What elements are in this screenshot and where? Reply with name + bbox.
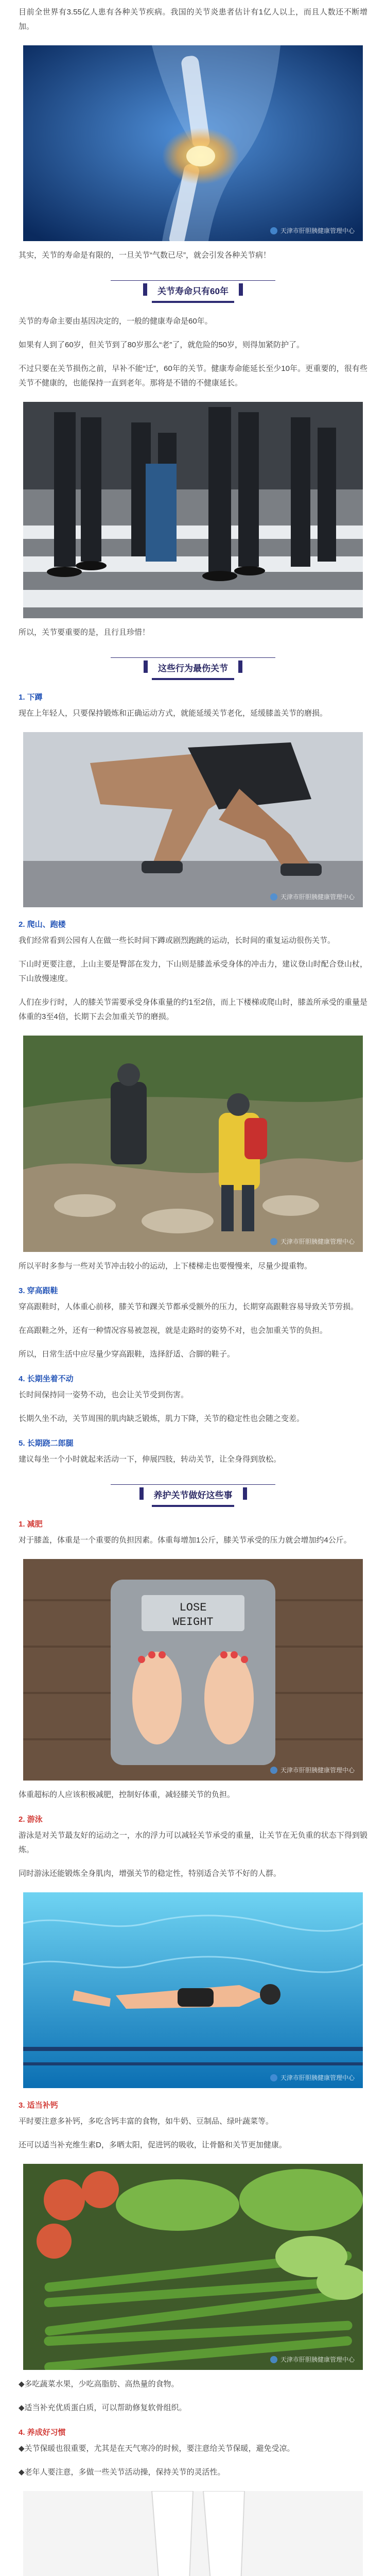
scale-photo	[23, 1559, 363, 1781]
watermark: 天津市肝胆胰健康管理中心	[270, 2355, 355, 2364]
subheading: 3. 穿高跟鞋	[19, 1286, 58, 1295]
subheading: 1. 减肥	[19, 1520, 43, 1529]
vegetables-illustration	[23, 2164, 363, 2370]
paragraph: 所以，关节要重要的是，且行且珍惜！	[19, 628, 150, 637]
logo-icon	[270, 227, 277, 234]
article	[0, 5, 386, 2576]
subheading: 2. 游泳	[19, 1815, 43, 1824]
section-heading	[90, 657, 296, 680]
subheading: 4. 长期坐着不动	[19, 1375, 74, 1383]
subheading: 4. 养成好习惯	[19, 2428, 66, 2437]
paragraph: 同时游泳还能锻炼全身肌肉，增强关节的稳定性，特别适合关节不好的人群。	[19, 1869, 282, 1878]
vegetables-photo	[23, 2164, 363, 2370]
paragraph: 其实，关节的寿命是有限的，一旦关节“气数已尽”，就会引发各种关节病！	[19, 251, 271, 260]
subheading: 5. 长期跷二郎腿	[19, 1439, 74, 1448]
paragraph: 下山时更要注意，上山主要是臀部在发力，下山则是膝盖承受身体的冲击力，建议登山时配合登山杖，下山放慢速度。	[19, 960, 367, 983]
paragraph: 我们经常看到公园有人在做一些长时间下蹲或剧烈跑跳的运动，长时间的重复运动很伤关节。	[19, 936, 336, 945]
paragraph: 现在上年轻人，只要保持锻炼和正确运动方式，就能延缓关节老化，延缓膝盖关节的磨损。	[19, 709, 328, 718]
paragraph: 如果有人到了60岁，但关节到了80岁那么“老”了，就危险的50岁，则得加紧防护了。	[19, 341, 305, 349]
squat-illustration	[23, 732, 363, 907]
paragraph: ◆多吃蔬菜水果，少吃高脂肪、高热量的食物。	[19, 2380, 179, 2388]
paragraph: 穿高跟鞋时，人体重心前移，膝关节和踝关节都承受额外的压力，长期穿高跟鞋容易导致关节劳损。	[19, 1302, 359, 1311]
logo-icon	[270, 893, 277, 901]
subheading: 3. 适当补钙	[19, 2101, 58, 2110]
watermark: 天津市肝胆胰健康管理中心	[270, 892, 355, 901]
crosswalk-photo	[23, 402, 363, 618]
squat-photo	[23, 732, 363, 907]
paragraph: 还可以适当补充维生素D，多晒太阳，促进钙的吸收，让骨骼和关节更加健康。	[19, 2141, 287, 2149]
logo-icon	[270, 1767, 277, 1774]
intro-paragraph: 目前全世界有3.55亿人患有各种关节疾病。我国的关节炎患者估计有1亿人以上，而且人数还不断增加。	[19, 8, 367, 31]
logo-icon	[270, 2356, 277, 2363]
watermark: 天津市肝胆胰健康管理中心	[270, 1766, 355, 1774]
logo-icon	[270, 1238, 277, 1245]
paragraph: 所以，日常生活中应尽量少穿高跟鞋，选择舒适、合脚的鞋子。	[19, 1350, 235, 1359]
knee-xray-photo	[23, 45, 363, 241]
paragraph: 建议每坐一个小时就起来活动一下，伸展四肢，转动关节，让全身得到放松。	[19, 1455, 282, 1464]
paragraph: 人们在步行时，人的膝关节需要承受身体重量的约1至2倍，而上下楼梯或爬山时，膝盖所承受的重量是体重的3至4倍，长期下去会加重关节的磨损。	[19, 998, 367, 1021]
paragraph: 平时要注意多补钙，多吃含钙丰富的食物，如牛奶、豆制品、绿叶蔬菜等。	[19, 2117, 274, 2126]
section-title: 这些行为最伤关节	[141, 658, 245, 677]
section-heading	[90, 1484, 296, 1507]
watermark: 天津市肝胆胰健康管理中心	[270, 1237, 355, 1246]
swimming-photo	[23, 1892, 363, 2088]
knee-xray-illustration	[23, 45, 363, 241]
paragraph: 长期久坐不动，关节周围的肌肉缺乏锻炼，肌力下降，关节的稳定性也会随之变差。	[19, 1414, 305, 1423]
legs-illustration	[23, 2491, 363, 2576]
paragraph: ◆关节保暖也很重要，尤其是在天气寒冷的时候，要注意给关节保暖，避免受凉。	[19, 2444, 295, 2453]
scale-display-line1: LOSE	[179, 1601, 207, 1614]
paragraph: 关节的寿命主要由基因决定的，一般的健康寿命是60年。	[19, 317, 213, 326]
watermark: 天津市肝胆胰健康管理中心	[270, 226, 355, 235]
watermark: 天津市肝胆胰健康管理中心	[270, 2073, 355, 2082]
paragraph: 对于膝盖，体重是一个重要的负担因素。体重每增加1公斤，膝关节承受的压力就会增加约4公斤。	[19, 1536, 352, 1545]
section-title: 养护关节做好这些事	[136, 1485, 250, 1504]
subheading: 1. 下蹲	[19, 693, 43, 702]
paragraph: 所以平时多参与一些对关节冲击较小的运动，上下楼梯走也要慢慢来，尽量少提重物。	[19, 1262, 312, 1270]
paragraph: 游泳是对关节最友好的运动之一，水的浮力可以减轻关节承受的重量，让关节在无负重的状态下得到锻炼。	[19, 1831, 367, 1854]
hiking-illustration	[23, 1036, 363, 1252]
legs-photo	[23, 2491, 363, 2576]
logo-icon	[270, 2074, 277, 2081]
scale-display-line2: WEIGHT	[172, 1616, 214, 1629]
paragraph: ◆老年人要注意，多做一些关节活动操，保持关节的灵活性。	[19, 2468, 225, 2477]
paragraph: 体重超标的人应该积极减肥，控制好体重，减轻膝关节的负担。	[19, 1790, 235, 1799]
paragraph: ◆适当补充优质蛋白质，可以帮助修复软骨组织。	[19, 2403, 187, 2412]
section-title: 关节寿命只有60年	[140, 281, 246, 300]
paragraph: 不过只要在关节损伤之前，早补不能“迁”，60年的关节。健康寿命能延长至少10年。更重要的，很有些关节不健康的，也能保持一直到老年。那将是不错的不健康延长。	[19, 364, 367, 387]
section-heading	[90, 280, 296, 303]
crosswalk-illustration	[23, 402, 363, 618]
swimming-illustration	[23, 1892, 363, 2088]
subheading: 2. 爬山、跑楼	[19, 920, 66, 929]
paragraph: 长时间保持同一姿势不动，也会让关节受到伤害。	[19, 1391, 189, 1399]
hiking-photo	[23, 1036, 363, 1252]
scale-illustration	[23, 1559, 363, 1781]
paragraph: 在高跟鞋之外，还有一种情况容易被忽视，就是走路时的姿势不对，也会加重关节的负担。	[19, 1326, 328, 1335]
